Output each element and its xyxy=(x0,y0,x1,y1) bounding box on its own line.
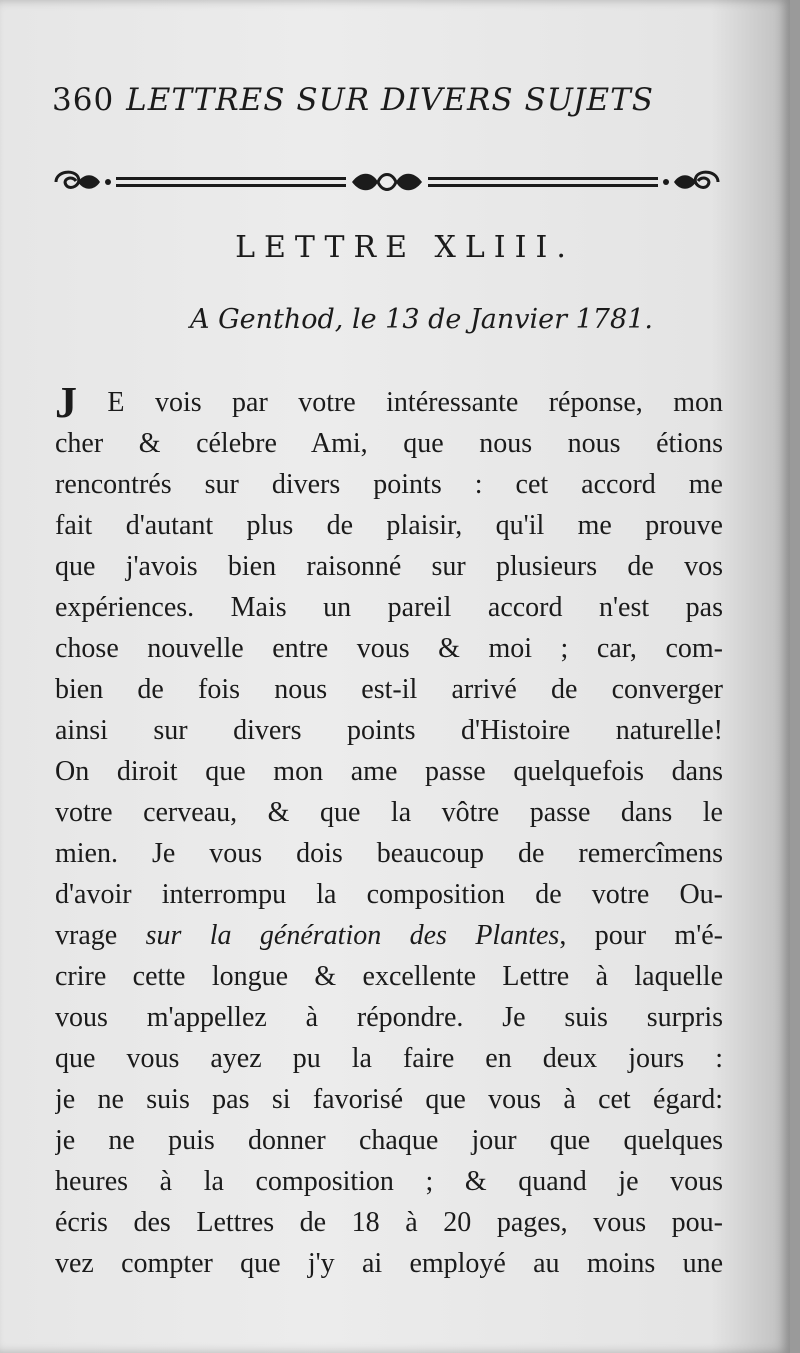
text-line-14-start: vrage xyxy=(55,920,146,951)
text-line: vous m'appellez à répondre. Je suis surpris xyxy=(55,1002,723,1033)
text-line: vez compter que j'y ai employé au moins une xyxy=(55,1248,723,1279)
text-line: heures à la composition ; & quand je vous xyxy=(55,1166,723,1197)
book-title-italic: sur la génération des Plantes xyxy=(145,920,560,951)
running-head xyxy=(52,82,752,126)
drop-cap: J xyxy=(55,382,77,423)
running-head-title: LETTRES SUR DIVERS SUJETS xyxy=(126,82,654,118)
text-line: ainsi sur divers points d'Histoire naturelle! xyxy=(55,715,723,746)
text-line: écris des Lettres de 18 à 20 pages, vous pou- xyxy=(55,1207,723,1238)
text-line: votre cerveau, & que la vôtre passe dans le xyxy=(55,797,723,828)
text-line: je ne suis pas si favorisé que vous à cet égard: xyxy=(55,1084,723,1115)
text-line: rencontrés sur divers points : cet accord me xyxy=(55,469,723,500)
text-line: d'avoir interrompu la composition de votre Ou- xyxy=(55,879,723,910)
text-line: que vous ayez pu la faire en deux jours : xyxy=(55,1043,723,1074)
text-line-1-rest: E vois par votre intéressante réponse, mon xyxy=(107,387,723,418)
text-line-14 xyxy=(55,915,723,956)
text-line: On diroit que mon ame passe quelquefois dans xyxy=(55,756,723,787)
text-line: crire cette longue & excellente Lettre à laquelle xyxy=(55,961,723,992)
text-line: chose nouvelle entre vous & moi ; car, com- xyxy=(55,633,723,664)
ornament-rule xyxy=(52,165,722,199)
page-edge-shadow xyxy=(790,0,800,1353)
text-line: fait d'autant plus de plaisir, qu'il me prouve xyxy=(55,510,723,541)
letter-body xyxy=(55,382,723,1284)
text-line: bien de fois nous est-il arrivé de converger xyxy=(55,674,723,705)
text-line: que j'avois bien raisonné sur plusieurs de vos xyxy=(55,551,723,582)
text-line: je ne puis donner chaque jour que quelques xyxy=(55,1125,723,1156)
dateline-date: , le 13 de Janvier 1781. xyxy=(334,304,653,335)
letter-title: LETTRE XLIII. xyxy=(235,230,575,265)
text-line-14-end: , pour m'é- xyxy=(559,920,723,951)
text-line: cher & célebre Ami, que nous nous étions xyxy=(55,428,723,459)
dateline xyxy=(190,304,653,335)
dateline-place: A Genthod xyxy=(190,304,335,335)
text-line-1 xyxy=(55,382,723,423)
text-line: mien. Je vous dois beaucoup de remercîmens xyxy=(55,838,723,869)
text-line: expériences. Mais un pareil accord n'est pas xyxy=(55,592,723,623)
page-number: 360 xyxy=(52,82,115,118)
